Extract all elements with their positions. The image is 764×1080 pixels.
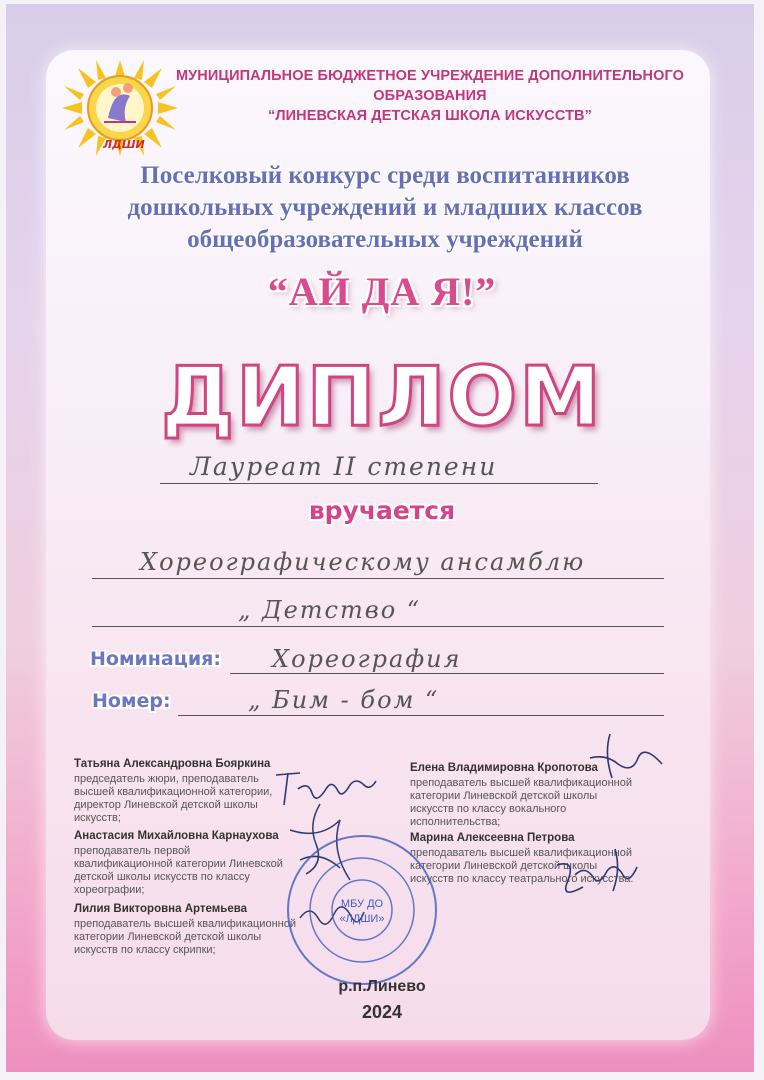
place: р.п.Линево: [338, 978, 426, 995]
jury-name: Лилия Викторовна Артемьева: [74, 903, 248, 915]
jury-role: преподаватель первой квалификационной категории Линевской детской школы искусств по классу хореографии;: [74, 845, 283, 896]
jury-name: Елена Владимировна Кропотова: [410, 762, 598, 774]
logo-caption: ЛДШИ: [103, 138, 145, 151]
institution-line-1: МУНИЦИПАЛЬНОЕ БЮДЖЕТНОЕ УЧРЕЖДЕНИЕ ДОПОЛНИТЕЛЬНОГО ОБРАЗОВАНИЯ: [176, 68, 684, 104]
number-underline: [178, 715, 664, 716]
contest-line-2: дошкольных учреждений и младших классов: [127, 194, 643, 221]
stamp-center-line-2: «ЛДШИ»: [339, 913, 385, 925]
jury-name: Татьяна Александровна Бояркина: [74, 758, 271, 770]
jury-member: [74, 830, 289, 897]
jury-member: [74, 758, 289, 825]
jury-role: преподаватель высшей квалификационной категории Линевской детской школы искусств по классу скрипки;: [74, 918, 296, 956]
institution-name: [170, 66, 690, 126]
year: 2024: [361, 1002, 403, 1022]
institution-line-2: “ЛИНЕВСКАЯ ДЕТСКАЯ ШКОЛА ИСКУССТВ”: [268, 108, 592, 124]
nomination-underline: [230, 673, 664, 674]
nomination-value: Хореография: [272, 645, 462, 673]
award-underline: [160, 483, 598, 484]
jury-name: Анастасия Михайловна Карнаухова: [74, 830, 279, 842]
number-value: „ Бим - бом “: [248, 686, 440, 714]
recipient-underline-1: [92, 578, 664, 579]
contest-name: “АЙ ДА Я!”: [267, 269, 497, 314]
jury-member: [74, 903, 304, 957]
nomination-label: Номинация:: [90, 648, 221, 670]
jury-role: преподаватель высшей квалификационной категории Линевской детской школы искусств по классу вокального исполнительства;: [410, 777, 632, 828]
recipient-underline-2: [92, 626, 664, 627]
signature-petrova: [545, 845, 655, 905]
stamp-center-line-1: МБУ ДО: [340, 898, 384, 910]
recipient-line-1: Хореографическому ансамблю: [140, 548, 586, 576]
jury-role: председатель жюри, преподаватель высшей квалификационной категории, директор Линевской детской школы искусств;: [74, 773, 273, 824]
signature-kropotova: [570, 730, 665, 790]
recipient-line-2: „ Детство “: [238, 596, 422, 624]
presented-label: вручается: [308, 496, 456, 525]
number-label: Номер:: [92, 690, 171, 712]
official-stamp: [282, 830, 442, 990]
contest-description: [60, 160, 710, 256]
contest-line-1: Поселковый конкурс среди воспитанников: [140, 162, 630, 189]
award-text: Лауреат II степени: [190, 452, 498, 481]
jury-role: преподаватель высшей квалификационной категории Линевской детской школы искусств по классу театрального искусства.: [410, 847, 634, 885]
jury-name: Марина Алексеевна Петрова: [410, 832, 575, 844]
diploma-title: ДИПЛОМ: [161, 350, 603, 445]
contest-line-3: общеобразовательных учреждений: [187, 226, 583, 253]
